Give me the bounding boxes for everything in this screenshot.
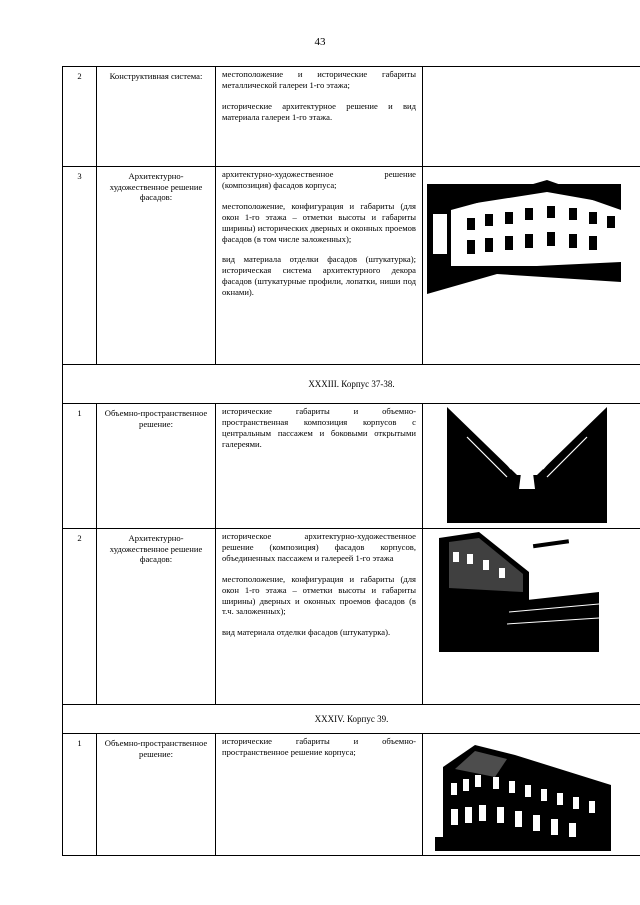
description-paragraph: архитектурно-художественное решение (композиция) фасадов корпуса; bbox=[222, 169, 416, 190]
row-subject-name: Объемно-пространственное решение: bbox=[97, 734, 216, 856]
row-number: 2 bbox=[63, 67, 97, 167]
row-photo-cell bbox=[423, 734, 640, 856]
table-row bbox=[63, 167, 640, 365]
building-facade-photo bbox=[427, 170, 621, 294]
row-subject-name: Архитектурно-художественное решение фасадов: bbox=[97, 529, 216, 705]
row-subject-name: Объемно-пространственное решение: bbox=[97, 404, 216, 529]
description-paragraph: историческое архитектурно-художественное решение (композиция) фасадов корпусов, объединенных пассажем и галереей 1-го этажа bbox=[222, 531, 416, 563]
description-paragraph: исторические архитектурное решение и вид материала галереи 1-го этажа. bbox=[222, 100, 416, 122]
table-row bbox=[63, 67, 640, 167]
row-number: 1 bbox=[63, 734, 97, 856]
row-description bbox=[216, 734, 423, 856]
row-photo-cell bbox=[423, 529, 640, 705]
corner-building-photo bbox=[435, 737, 611, 851]
row-subject-name: Архитектурно-художественное решение фасадов: bbox=[97, 167, 216, 365]
table-row bbox=[63, 734, 640, 856]
description-paragraph: местоположение, конфигурация и габариты (для окон 1-го этажа – отметки высоты и габариты ширины) дверных и оконных проемов фасадов (в т.ч. заложенных); bbox=[222, 573, 416, 617]
table-row bbox=[63, 529, 640, 705]
description-paragraph: исторические габариты и объемно-пространственное решение корпуса; bbox=[222, 736, 416, 757]
row-photo-cell bbox=[423, 404, 640, 529]
description-paragraph: местоположение и исторические габариты металлической галереи 1-го этажа; bbox=[222, 69, 416, 90]
row-photo-cell bbox=[423, 167, 640, 365]
row-subject-name: Конструктивная система: bbox=[97, 67, 216, 167]
description-paragraph: исторические габариты и объемно-пространственная композиция корпусов с центральным пассажем и боковыми открытыми галереями. bbox=[222, 406, 416, 449]
section-title: XXXIV. Корпус 39. bbox=[63, 705, 640, 734]
row-number: 2 bbox=[63, 529, 97, 705]
facade-street-photo bbox=[439, 532, 599, 652]
description-paragraph: местоположение, конфигурация и габариты (для окон 1-го этажа – отметки высоты и габариты ширины) исторических дверных и оконных проемов фасадов (в том числе заложенных); bbox=[222, 200, 416, 244]
row-photo-cell bbox=[423, 67, 640, 167]
row-description bbox=[216, 167, 423, 365]
description-paragraph: вид материала отделки фасадов (штукатурка). bbox=[222, 627, 391, 638]
passage-photo bbox=[447, 407, 607, 523]
section-header-row bbox=[63, 705, 640, 734]
row-number: 3 bbox=[63, 167, 97, 365]
description-paragraph: вид материала отделки фасадов (штукатурка); историческая система архитектурного декора фасадов (штукатурные профили, лопатки, ниши под окнами). bbox=[222, 254, 416, 298]
table-row bbox=[63, 404, 640, 529]
row-number: 1 bbox=[63, 404, 97, 529]
section-title: XXXIII. Корпус 37-38. bbox=[63, 365, 640, 404]
row-description bbox=[216, 67, 423, 167]
row-description bbox=[216, 529, 423, 705]
section-header-row bbox=[63, 365, 640, 404]
monument-subject-table bbox=[62, 66, 640, 856]
row-description bbox=[216, 404, 423, 529]
page-number: 43 bbox=[314, 36, 326, 48]
